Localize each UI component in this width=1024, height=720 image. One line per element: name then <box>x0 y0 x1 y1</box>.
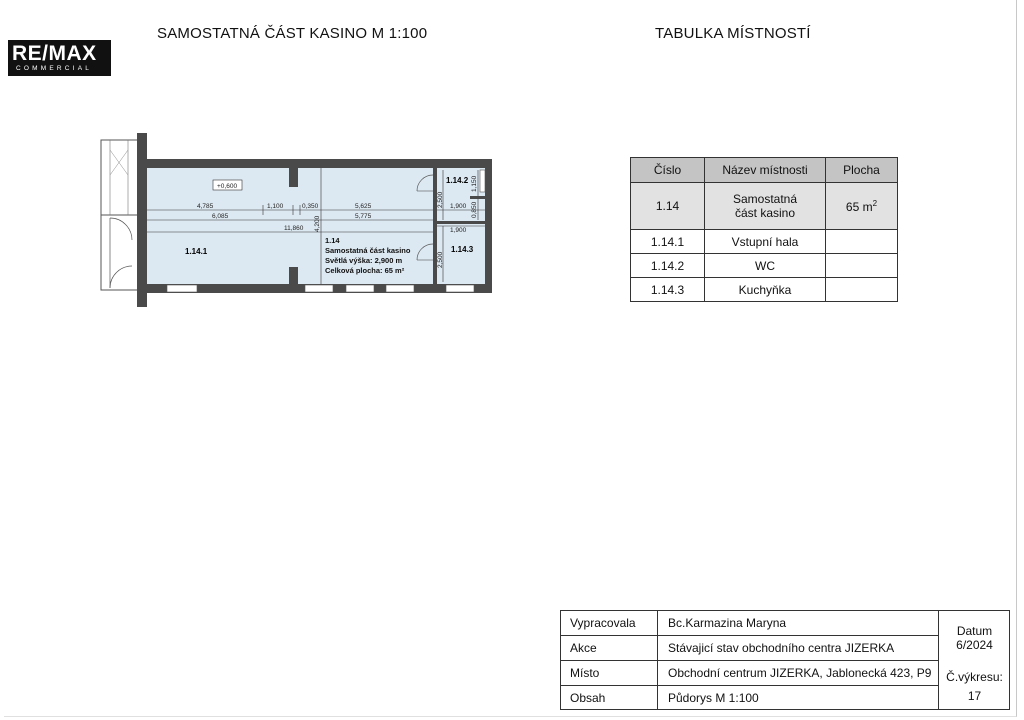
dim-text: 1,150 <box>471 175 478 192</box>
table-title: TABULKA MÍSTNOSTÍ <box>655 25 811 42</box>
info-number: 1.14 <box>325 236 340 245</box>
title-block-value: Obchodní centrum JIZERKA, Jablonecká 423, P9 <box>668 666 932 680</box>
dim-text: 5,625 <box>355 203 372 210</box>
title-block-side <box>938 611 1010 709</box>
dim-text: 11,860 <box>284 225 304 232</box>
row-name: Kuchyňka <box>705 278 826 302</box>
room-label-wc: 1.14.2 <box>446 176 469 185</box>
logo-main-text: RE/MAX <box>12 42 97 65</box>
header-number: Číslo <box>631 158 705 183</box>
header-area: Plocha <box>826 158 898 183</box>
title-block-row <box>561 611 938 636</box>
row-area <box>826 254 898 278</box>
row-name-line1: Samostatná <box>732 192 798 206</box>
row-name <box>705 183 826 230</box>
row-area-sup: 2 <box>872 198 878 208</box>
title-block-row <box>561 636 938 661</box>
row-name-line2: část kasino <box>734 206 796 220</box>
row-number: 1.14.1 <box>631 230 705 254</box>
title-block-label: Akce <box>561 636 658 660</box>
title-block-row <box>561 661 938 686</box>
row-area <box>826 278 898 302</box>
dim-text: 0,850 <box>471 201 478 218</box>
header-name: Název místnosti <box>705 158 826 183</box>
table-row <box>631 278 898 302</box>
info-height: Světlá výška: 2,900 m <box>325 256 403 265</box>
dim-text: 6,085 <box>212 213 229 220</box>
dim-text: 1,900 <box>450 227 467 234</box>
title-block <box>560 610 1010 710</box>
dim-text: 2,500 <box>437 251 444 268</box>
dim-text: 4,785 <box>197 203 214 210</box>
row-area <box>826 183 898 230</box>
table-row <box>631 254 898 278</box>
room-label-kitchen: 1.14.3 <box>451 245 474 254</box>
plan-title: SAMOSTATNÁ ČÁST KASINO M 1:100 <box>157 25 428 42</box>
title-block-value: Stávajicí stav obchodního centra JIZERKA <box>668 641 895 655</box>
dim-text: 5,775 <box>355 213 372 220</box>
info-area: Celková plocha: 65 m² <box>325 266 405 275</box>
row-area <box>826 230 898 254</box>
title-block-label: Vypracovala <box>561 611 658 635</box>
date-label: Datum <box>956 624 993 638</box>
dim-text: 1,100 <box>267 203 284 210</box>
row-number: 1.14 <box>631 183 705 230</box>
table-row <box>631 230 898 254</box>
dim-text: 0,350 <box>302 203 319 210</box>
column-bottom <box>289 267 298 284</box>
title-block-row <box>561 686 938 710</box>
title-block-value: Bc.Karmazina Maryna <box>668 616 787 630</box>
row-number: 1.14.3 <box>631 278 705 302</box>
floor-plan <box>0 0 520 320</box>
rooms-table <box>630 157 898 302</box>
drawing-number-value: 17 <box>967 689 982 703</box>
info-name: Samostatná část kasino <box>325 246 411 255</box>
rooms-table-header <box>631 158 898 183</box>
row-number: 1.14.2 <box>631 254 705 278</box>
table-row <box>631 183 898 230</box>
entrance-door-swing <box>110 218 132 240</box>
wall-right <box>485 159 492 293</box>
logo-sub-text: COMMERCIAL <box>16 65 93 72</box>
title-block-label: Obsah <box>561 686 658 710</box>
room-label-main: 1.14.1 <box>185 247 208 256</box>
column-top <box>289 168 298 187</box>
row-name: WC <box>705 254 826 278</box>
dim-text: 4,200 <box>314 215 321 232</box>
dim-text: 1,900 <box>450 203 467 210</box>
wall-top <box>137 159 492 168</box>
date-value: 6/2024 <box>956 638 993 652</box>
title-block-value: Půdorys M 1:100 <box>668 691 759 705</box>
drawing-number-label: Č.výkresu: <box>946 670 1003 684</box>
row-name: Vstupní hala <box>705 230 826 254</box>
level-tag-text: +0,600 <box>217 183 238 190</box>
row-area-value: 65 m <box>845 199 873 214</box>
dim-text: 2,500 <box>437 191 444 208</box>
title-block-label: Místo <box>561 661 658 685</box>
